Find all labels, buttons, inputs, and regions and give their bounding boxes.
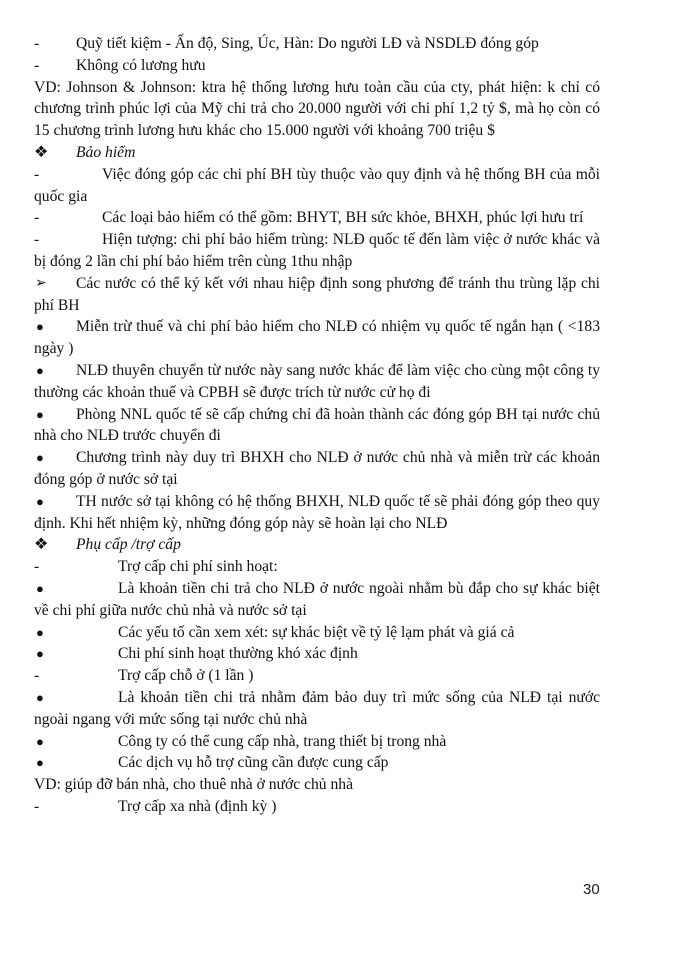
arrow-marker-icon: ➢ [35, 275, 47, 291]
paragraph-bullet-deep [34, 578, 600, 622]
dash-marker-icon: - [34, 165, 40, 183]
bullet-marker-icon: ● [36, 580, 44, 596]
paragraph-text: Là khoản tiền chi trả nhằm đảm bảo duy trì mức sống của NLĐ tại nước ngoài ngang với mức sống tại nước chủ nhà [34, 688, 600, 728]
paragraph-dash [34, 55, 600, 77]
bullet-marker-icon: ● [36, 624, 44, 640]
dash-marker-icon: - [34, 558, 40, 576]
paragraph-bullet-deep [34, 687, 600, 731]
bullet-marker-icon: ● [36, 646, 44, 662]
paragraph-bullet [34, 491, 600, 535]
dash-marker-icon: - [34, 667, 40, 685]
paragraph-text: Các loại bảo hiểm có thể gồm: BHYT, BH sức khỏe, BHXH, phúc lợi hưu trí [102, 209, 584, 227]
paragraph-dash-deep [34, 665, 600, 687]
paragraph-text: Phụ cấp /trợ cấp [76, 536, 181, 554]
paragraph-text: Quỹ tiết kiệm - Ấn độ, Sing, Úc, Hàn: Do người LĐ và NSDLĐ đóng góp [76, 35, 539, 52]
bullet-marker-icon: ● [36, 319, 44, 335]
paragraph-bullet [34, 447, 600, 491]
paragraph-bullet [34, 316, 600, 360]
page-number: 30 [583, 881, 600, 898]
paragraph-text: Các nước có thể ký kết với nhau hiệp định song phương để tránh thu trùng lặp chi phí BH [34, 274, 600, 314]
paragraph-text: Các dịch vụ hỗ trợ cũng cần được cung cấp [118, 754, 389, 772]
paragraph-text: Chương trình này duy trì BHXH cho NLĐ ở nước chủ nhà và miễn trừ các khoản đóng góp ở nước sở tại [34, 449, 600, 488]
paragraph-text: Bảo hiểm [76, 143, 136, 161]
dash-marker-icon: - [34, 231, 40, 249]
bullet-marker-icon: ● [36, 733, 44, 749]
diamond-marker-icon: ❖ [34, 536, 49, 554]
dash-marker-icon: - [34, 209, 40, 227]
paragraph-dash-wide [34, 207, 600, 229]
paragraph-text: Phòng NNL quốc tế sẽ cấp chứng chỉ đã hoàn thành các đóng góp BH tại nước chủ nhà cho NLĐ trước chuyển đi [34, 405, 600, 445]
paragraph-text: Là khoản tiền chi trả cho NLĐ ở nước ngoài nhằm bù đắp cho sự khác biệt về chi phí giữa nước chủ nhà và nước sở tại [34, 579, 600, 619]
paragraph-bullet [34, 360, 600, 404]
paragraph-text: Các yếu tố cần xem xét: sự khác biệt về tỷ lệ lạm phát và giá cả [118, 623, 515, 641]
paragraph-bullet-deep [34, 643, 600, 665]
paragraph-text: Trợ cấp chỗ ở (1 lần ) [118, 667, 254, 685]
paragraph-text: Việc đóng góp các chi phí BH tùy thuộc vào quy định và hệ thống BH của mỗi quốc gia [34, 165, 600, 205]
paragraph-text: Trợ cấp xa nhà (định kỳ ) [118, 797, 277, 815]
paragraph-diamond [34, 142, 600, 164]
bullet-marker-icon: ● [36, 406, 44, 422]
paragraph-text: NLĐ thuyên chuyển từ nước này sang nước khác để làm việc cho cùng một công ty thường các khoản thuế và CPBH sẽ được trích từ nước cử họ đi [34, 361, 600, 401]
bullet-marker-icon: ● [36, 689, 44, 705]
paragraph-plain [34, 774, 600, 796]
paragraph-text: Trợ cấp chi phí sinh hoạt: [118, 558, 278, 576]
dash-marker-icon: - [34, 797, 40, 815]
paragraph-dash-deep [34, 556, 600, 578]
paragraph-text: VD: giúp đỡ bán nhà, cho thuê nhà ở nước chủ nhà [34, 776, 354, 794]
paragraph-text: Không có lương hưu [76, 56, 206, 74]
paragraph-text: Chi phí sinh hoạt thường khó xác định [118, 645, 358, 663]
paragraph-arrow [34, 273, 600, 317]
paragraph-text: VD: Johnson & Johnson: ktra hệ thống lương hưu toàn cầu của cty, phát hiện: k chỉ có chương trình phúc lợi của Mỹ chi trả cho 20.000 người với chi phí 1,2 tỷ $, mà họ còn có 15 chương trình lương hưu khác cho 15.000 người với khoảng 700 triệu $ [34, 78, 600, 140]
bullet-marker-icon: ● [36, 493, 44, 509]
paragraph-dash-deep [34, 796, 600, 818]
paragraph-text: TH nước sở tại không có hệ thống BHXH, NLĐ quốc tế sẽ phải đóng góp theo quy định. Khi hết nhiệm kỳ, những đóng góp này sẽ hoàn lại cho NLĐ [34, 492, 600, 532]
paragraph-bullet-deep [34, 731, 600, 753]
paragraph-plain [34, 77, 600, 142]
paragraph-text: Hiện tượng: chi phí bảo hiểm trùng: NLĐ quốc tế đến làm việc ở nước khác và bị đóng 2 lần chi phí bảo hiểm trên cùng 1thu nhập [34, 231, 600, 270]
bullet-marker-icon: ● [36, 450, 44, 466]
bullet-marker-icon: ● [36, 755, 44, 771]
dash-marker-icon: - [34, 35, 40, 52]
diamond-marker-icon: ❖ [34, 143, 49, 161]
dash-marker-icon: - [34, 56, 40, 74]
document-body [34, 33, 600, 818]
bullet-marker-icon: ● [36, 362, 44, 378]
paragraph-dash-wide [34, 229, 600, 273]
paragraph-diamond [34, 534, 600, 556]
paragraph-text: Công ty có thể cung cấp nhà, trang thiết bị trong nhà [118, 732, 447, 750]
paragraph-text: Miễn trừ thuế và chi phí bảo hiểm cho NLĐ có nhiệm vụ quốc tế ngắn hạn ( <183 ngày ) [34, 318, 600, 358]
paragraph-bullet-deep [34, 622, 600, 644]
paragraph-dash-wide [34, 164, 600, 208]
paragraph-bullet [34, 404, 600, 448]
paragraph-bullet-deep [34, 752, 600, 774]
paragraph-dash [34, 33, 600, 55]
